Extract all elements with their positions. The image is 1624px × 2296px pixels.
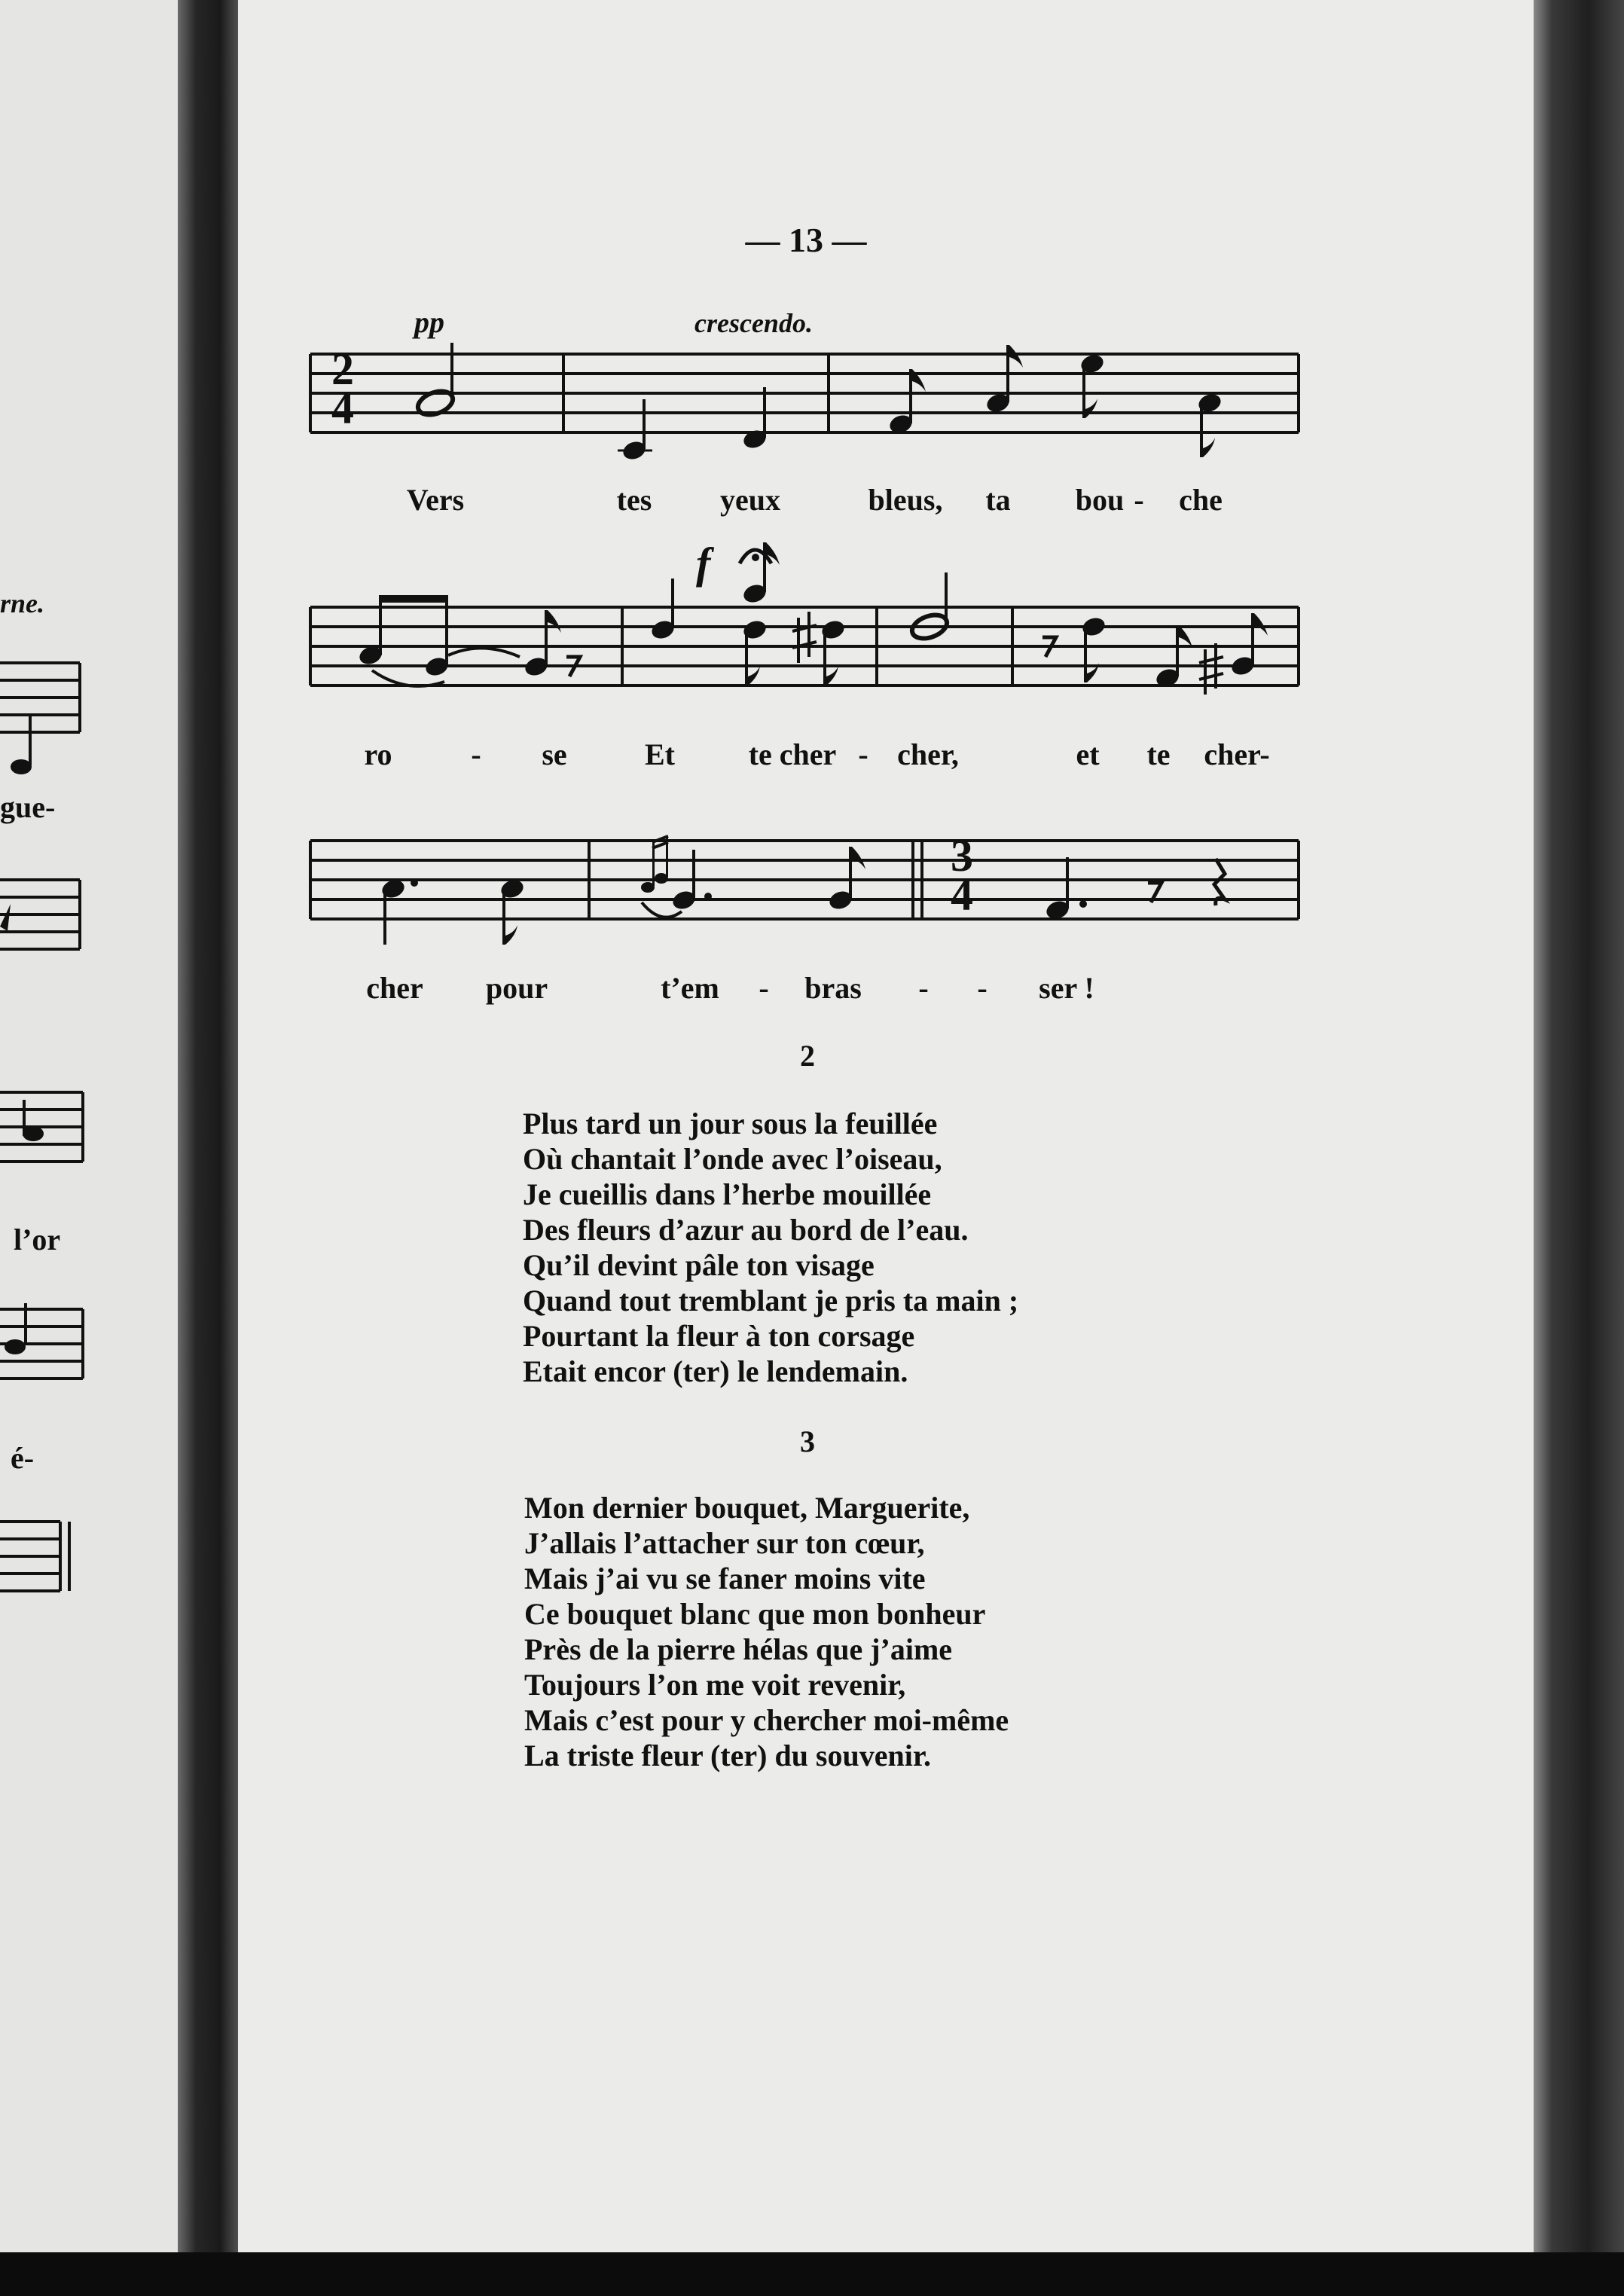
staff-system-3 <box>310 841 1299 919</box>
verse-3 <box>524 1490 1009 1773</box>
lyrics-line-1 <box>0 482 1624 520</box>
verse-line: Mon dernier bouquet, Marguerite, <box>524 1491 970 1525</box>
verse-2 <box>523 1106 1018 1389</box>
lyric-hyphen: - <box>858 737 868 771</box>
lyric-syllable: te cher <box>748 737 837 771</box>
lyric-syllable: cher- <box>1204 737 1270 771</box>
verse-line: Quand tout tremblant je pris ta main ; <box>523 1284 1019 1317</box>
dynamic-crescendo: crescendo. <box>694 308 813 338</box>
verse-line: Toujours l’on me voit revenir, <box>524 1668 906 1702</box>
lyrics-line-2 <box>0 737 1624 774</box>
lyric-syllable: yeux <box>720 483 780 517</box>
notes-system-3 <box>380 831 1225 945</box>
lyric-syllable: cher <box>366 971 423 1005</box>
lyric-hyphen: - <box>471 737 481 771</box>
lyric-hyphen: - <box>977 971 988 1005</box>
time-signature-2 <box>951 831 973 920</box>
lyric-syllable: cher, <box>897 737 959 771</box>
verse-line: Pourtant la fleur à ton corsage <box>523 1319 915 1353</box>
dynamic-pp: pp <box>414 305 444 339</box>
verse-line: Mais c’est pour y chercher moi-même <box>524 1703 1009 1737</box>
verse-line: La triste fleur (ter) du souvenir. <box>524 1739 931 1772</box>
verse-line: Mais j’ai vu se faner moins vite <box>524 1562 926 1595</box>
time-signature-bottom: 4 <box>331 383 354 433</box>
left-fragment: é- <box>11 1441 35 1475</box>
lyric-syllable: ser ! <box>1039 971 1094 1005</box>
verse-line: J’allais l’attacher sur ton cœur, <box>524 1526 925 1560</box>
lyrics-line-3 <box>0 970 1624 1008</box>
verse-line: Près de la pierre hélas que j’aime <box>524 1632 953 1666</box>
lyric-syllable: te <box>1146 737 1171 771</box>
notes-system-2 <box>357 542 1268 695</box>
lyric-syllable: bleus, <box>868 483 943 517</box>
lyric-syllable: pour <box>485 971 548 1005</box>
verse-line: Ce bouquet blanc que mon bonheur <box>524 1597 986 1631</box>
verse-line: Etait encor (ter) le lendemain. <box>523 1354 908 1388</box>
lyric-syllable: Vers <box>406 483 465 517</box>
verse-line: Plus tard un jour sous la feuillée <box>523 1107 938 1140</box>
time-signature-bottom: 4 <box>951 870 973 920</box>
lyric-syllable: t’em <box>661 971 719 1005</box>
lyric-syllable: et <box>1076 737 1100 771</box>
staff-system-1 <box>310 354 1299 432</box>
page-number: — 13 — <box>745 221 867 259</box>
verse-line: Des fleurs d’azur au bord de l’eau. <box>523 1213 969 1247</box>
verse-line: Je cueillis dans l’herbe mouillée <box>523 1177 932 1211</box>
time-signature-top: 2 <box>331 344 354 394</box>
verse-line: Où chantait l’onde avec l’oiseau, <box>523 1142 942 1176</box>
lyric-syllable: bou <box>1075 483 1125 517</box>
left-fragment: gue- <box>0 790 56 824</box>
dynamic-forte: f <box>696 539 711 588</box>
lyric-syllable: se <box>542 737 567 771</box>
lyric-syllable: ta <box>985 483 1011 517</box>
lyric-hyphen: - <box>1134 483 1144 517</box>
left-fragment: rne. <box>0 588 45 618</box>
lyric-hyphen: - <box>759 971 769 1005</box>
lyric-syllable: Et <box>645 737 675 771</box>
notes-system-1 <box>415 343 1223 462</box>
time-signature-1 <box>331 344 354 433</box>
left-fragment: l’or <box>14 1223 61 1256</box>
lyric-hyphen: - <box>918 971 929 1005</box>
lyric-syllable: tes <box>616 483 652 517</box>
time-signature-top: 3 <box>951 831 973 881</box>
verse-line: Qu’il devint pâle ton visage <box>523 1248 875 1282</box>
lyric-syllable: ro <box>364 737 392 771</box>
lyric-syllable: che <box>1179 483 1223 517</box>
verse-number: 3 <box>800 1424 815 1458</box>
lyric-syllable: bras <box>804 971 862 1005</box>
verse-number: 2 <box>800 1039 815 1073</box>
